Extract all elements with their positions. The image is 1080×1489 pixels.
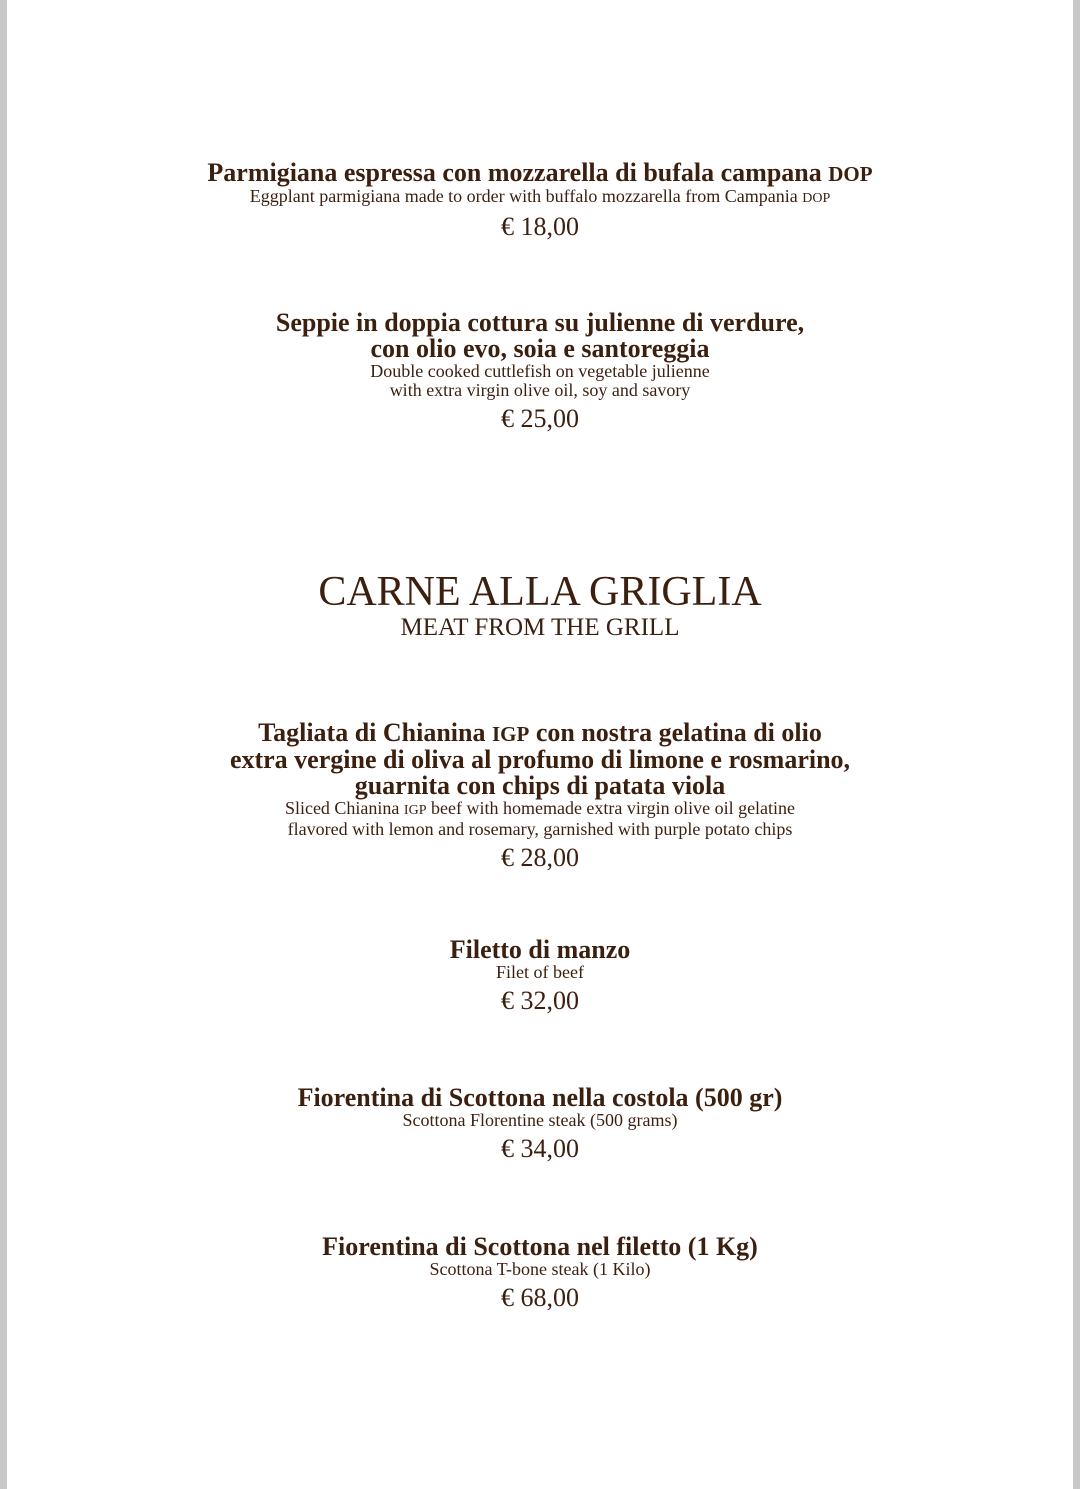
item-title: Fiorentina di Scottona nella costola (500 gr): [297, 1083, 783, 1112]
item-price: € 34,00: [501, 1134, 579, 1163]
menu-item-filetto: [0, 937, 1080, 1016]
item-description-text: Eggplant parmigiana made to order with buffalo mozzarella from Campania: [249, 186, 803, 206]
item-description: Scottona Florentine steak (500 grams): [402, 1110, 678, 1130]
item-description-text: beef with homemade extra virgin olive oil gelatine: [426, 798, 796, 818]
item-price: € 68,00: [501, 1283, 579, 1312]
item-description: [0, 362, 1080, 400]
item-title: [0, 160, 1080, 187]
dop-label: DOP: [802, 191, 831, 206]
igp-label: IGP: [403, 803, 427, 818]
igp-label: IGP: [492, 722, 530, 746]
menu-item-fiorentina-costola: [0, 1085, 1080, 1164]
item-title-line: Seppie in doppia cottura su julienne di verdure,: [275, 308, 805, 337]
item-title: Filetto di manzo: [449, 935, 631, 964]
item-title: [0, 310, 1080, 362]
item-title-text: Parmigiana espressa con mozzarella di bufala campana: [207, 158, 829, 187]
menu-item-fiorentina-filetto: [0, 1234, 1080, 1313]
item-title: [0, 720, 1080, 799]
section-heading: [0, 570, 1080, 642]
item-price: € 25,00: [501, 404, 579, 433]
menu-item-tagliata: [0, 720, 1080, 873]
item-description-line: flavored with lemon and rosemary, garnished with purple potato chips: [287, 819, 793, 839]
item-price: € 18,00: [501, 212, 579, 241]
menu-item-parmigiana: [0, 160, 1080, 242]
item-title-line: guarnita con chips di patata viola: [354, 771, 726, 800]
item-price: € 28,00: [501, 843, 579, 872]
item-description: [0, 799, 1080, 839]
section-title: CARNE ALLA GRIGLIA: [318, 569, 762, 615]
item-price: € 32,00: [501, 986, 579, 1015]
item-description-text: Sliced Chianina: [284, 798, 404, 818]
menu-item-seppie: [0, 310, 1080, 434]
section-subtitle: MEAT FROM THE GRILL: [400, 614, 680, 641]
item-title-text: con nostra gelatina di olio: [529, 718, 822, 747]
item-title-line: con olio evo, soia e santoreggia: [370, 334, 710, 363]
item-title-line: [0, 720, 1080, 747]
item-description-line: [0, 799, 1080, 820]
dop-label: DOP: [828, 162, 873, 186]
item-description-line: Double cooked cuttlefish on vegetable julienne: [370, 361, 710, 381]
item-title-text: Tagliata di Chianina: [258, 718, 492, 747]
item-description-line: with extra virgin olive oil, soy and savory: [389, 380, 691, 400]
item-description: Filet of beef: [496, 962, 584, 982]
item-title-line: extra vergine di oliva al profumo di limone e rosmarino,: [229, 745, 851, 774]
item-title: Fiorentina di Scottona nel filetto (1 Kg): [322, 1232, 758, 1261]
item-description: Scottona T-bone steak (1 Kilo): [429, 1259, 651, 1279]
item-description: [0, 187, 1080, 208]
